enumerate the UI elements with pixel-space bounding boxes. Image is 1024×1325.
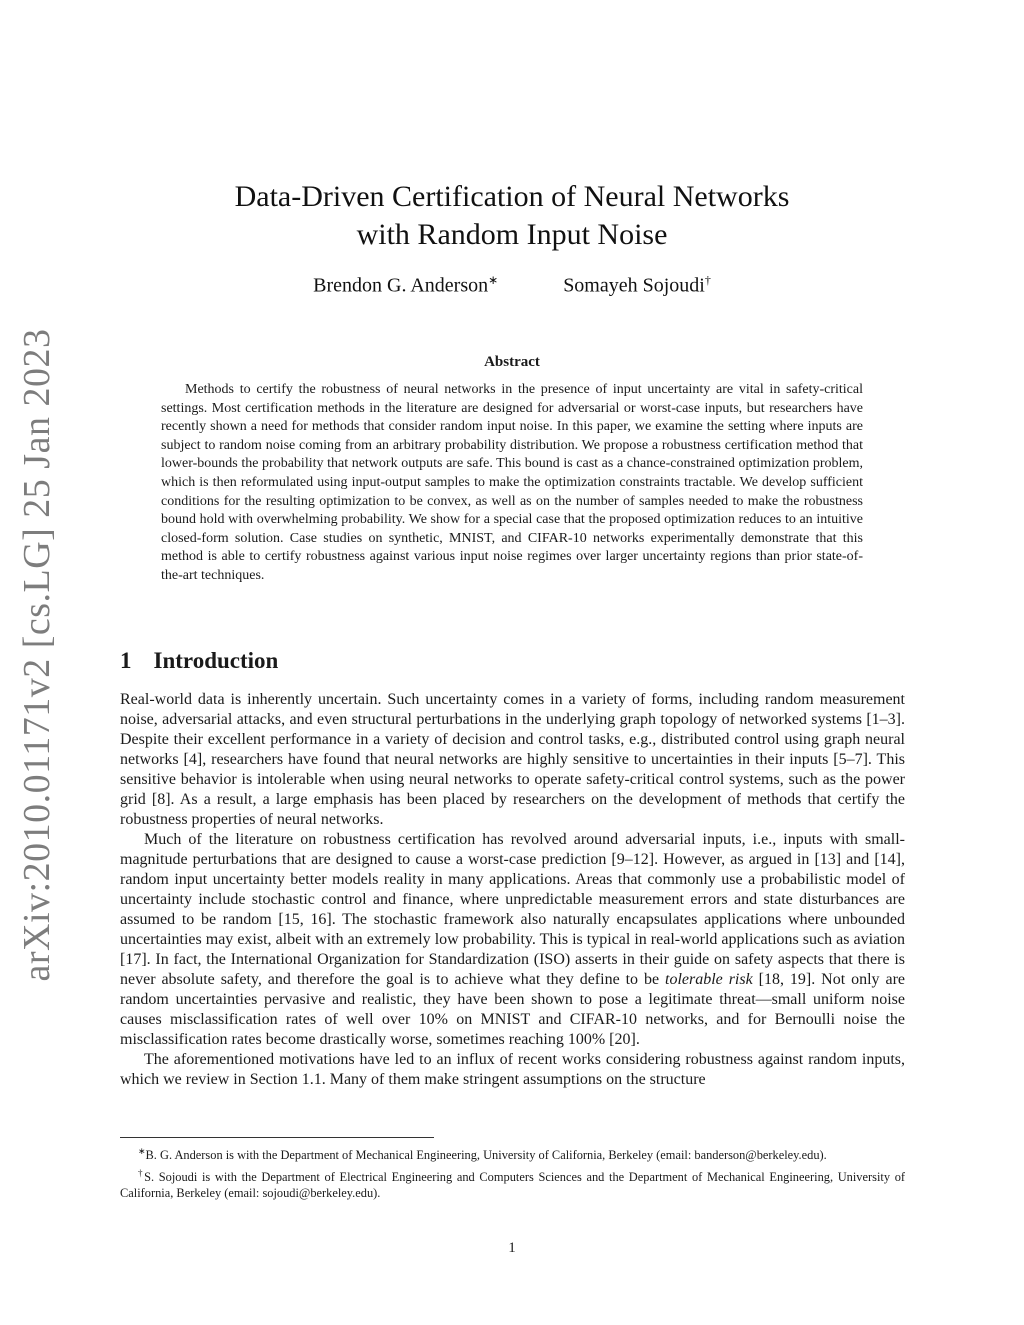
author-1 <box>313 273 498 298</box>
footnotes <box>120 1143 905 1203</box>
paragraph-2-part-2: [18, 19]. Not only are random uncertainties pervasive and realistic, they have been shown to pose a legitimate threat—small uniform noise causes misclassification rates of well over 10% on MNIST and CIFAR-10 networks, and for Bernoulli noise the misclassification rates become drastically worse, sometimes reaching 100% [20]. <box>120 971 905 1048</box>
abstract-text: Methods to certify the robustness of neural networks in the presence of input uncertainty are vital in safety-critical settings. Most certification methods in the literature are designed for adversarial or worst-case inputs, but researchers have recently shown a need for methods that consider random input noise. In this paper, we examine the setting where inputs are subject to random noise coming from an arbitrary probability distribution. We propose a robustness certification method that lower-bounds the probability that network outputs are safe. This bound is cast as a chance-constrained optimization problem, which is then reformulated using input-output samples to make the optimization constraints tractable. We develop sufficient conditions for the resulting optimization to be convex, as well as on the number of samples needed to make the robustness bound hold with overwhelming probability. We show for a special case that the proposed optimization reduces to an intuitive closed-form solution. Case studies on synthetic, MNIST, and CIFAR-10 networks experimentally demonstrate that this method is able to certify robustness against various input noise regimes over larger uncertainty regions than prior state-of-the-art techniques. <box>161 382 863 583</box>
arxiv-identifier-stamp: arXiv:2010.01171v2 [cs.LG] 25 Jan 2023 <box>16 328 58 982</box>
footnote-1 <box>120 1143 905 1163</box>
footnote-mark: ∗ <box>138 1146 146 1156</box>
abstract-heading: Abstract <box>484 354 540 370</box>
author-footnote-mark: † <box>704 273 711 287</box>
emphasized-term: tolerable risk <box>665 971 753 988</box>
section-number: 1 <box>120 648 132 673</box>
paper-title <box>0 178 1024 254</box>
paragraph-3: The aforementioned motivations have led to an influx of recent works considering robustness against random inputs, which we review in Section 1.1. Many of them make stringent assumptions on the structure <box>120 1051 905 1088</box>
author-2 <box>563 273 711 298</box>
author-name: Somayeh Sojoudi <box>563 274 705 297</box>
paragraph-2 <box>120 830 905 1050</box>
section-heading-introduction <box>120 648 278 674</box>
page-number: 1 <box>508 1240 516 1256</box>
introduction-body <box>120 690 905 1090</box>
footnote-text: S. Sojoudi is with the Department of Electrical Engineering and Computers Sciences and the Department of Mechanical Engineering, University of California, Berkeley (email: sojoudi@berkeley.edu). <box>120 1170 906 1201</box>
paragraph-2-part-1: Much of the literature on robustness certification has revolved around adversarial inputs, i.e., inputs with small-magnitude perturbations that are designed to cause a worst-case prediction [9–12]. However, as argued in [13] and [14], random input uncertainty better models reality in many applications. Areas that commonly use a probabilistic model of uncertainty include stochastic control and finance, where unpredictable measurement errors and state disturbances are assumed to be random [15, 16]. The stochastic framework also naturally encapsulates applications where unbounded uncertainties may exist, albeit with an extremely low probability. This is typical in real-world applications such as aviation [17]. In fact, the International Organization for Standardization (ISO) asserts in their guide on safety aspects that there is never absolute safety, and therefore the goal is to achieve what they define to be <box>120 831 905 988</box>
footnote-2 <box>120 1165 905 1201</box>
author-footnote-mark: ∗ <box>488 273 499 287</box>
section-title: Introduction <box>153 648 279 673</box>
author-name: Brendon G. Anderson <box>313 274 489 297</box>
title-line-1: Data-Driven Certification of Neural Networks <box>234 180 790 213</box>
footnote-mark: † <box>138 1168 145 1179</box>
footnote-text: B. G. Anderson is with the Department of Mechanical Engineering, University of California, Berkeley (email: banderson@berkeley.edu). <box>145 1148 827 1163</box>
paragraph-1: Real-world data is inherently uncertain. Such uncertainty comes in a variety of forms, including random measurement noise, adversarial attacks, and even structural perturbations in the underlying graph topology of networked systems [1–3]. Despite their excellent performance in a variety of decision and control tasks, e.g., distributed control using graph neural networks [4], researchers have found that neural networks are highly sensitive to uncertainties in their inputs [5–7]. This sensitive behavior is intolerable when using neural networks to operate safety-critical control systems, such as the power grid [8]. As a result, a large emphasis has been placed by researchers on the development of methods that certify the robustness properties of neural networks. <box>120 691 905 828</box>
title-line-2: with Random Input Noise <box>356 218 668 251</box>
author-list <box>0 273 1024 298</box>
footnote-divider <box>120 1137 434 1138</box>
